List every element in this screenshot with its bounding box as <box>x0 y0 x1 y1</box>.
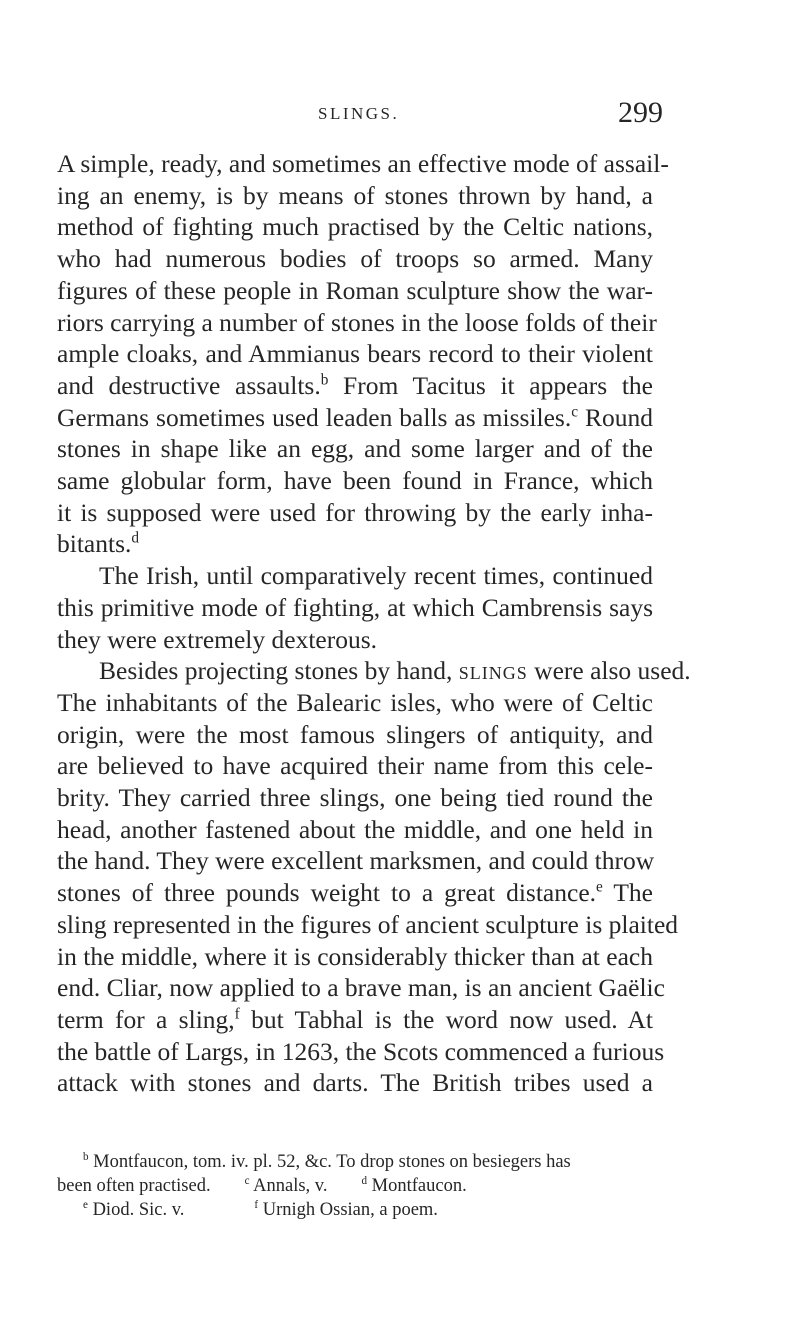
footnote-ref-f: f <box>234 1005 240 1023</box>
text-line: The inhabitants of the Balearic isles, who were of Celtic <box>57 687 653 717</box>
footnote-c: Annals, v. <box>253 1176 328 1196</box>
text-line: head, another fastened about the middle, and one held in <box>57 814 653 844</box>
text-segment: stones of three pounds weight to a great distance. <box>57 878 597 908</box>
text-segment: and destructive assaults. <box>57 370 321 400</box>
text-line: it is supposed were used for throwing by the early inha- <box>57 497 653 527</box>
footnote-text: been often practised. <box>57 1176 211 1196</box>
footnote-b <box>57 1150 653 1174</box>
small-caps-term: slings <box>458 656 528 686</box>
text-line: they were extremely dexterous. <box>57 624 378 654</box>
footnote-mark: e <box>83 1198 88 1211</box>
text-line <box>57 1004 653 1036</box>
text-segment: Germans sometimes used leaden balls as missiles. <box>57 402 572 432</box>
text-line: A simple, ready, and sometimes an effective mode of assail- <box>57 149 669 178</box>
footnote-ref-c: c <box>571 403 578 421</box>
text-line <box>57 402 653 434</box>
text-line: method of fighting much practised by the Celtic nations, <box>57 212 653 242</box>
footnote-mark: f <box>254 1198 259 1211</box>
text-line: riors carrying a number of stones in the loose folds of their <box>57 307 657 337</box>
text-line: are believed to have acquired their name from this cele- <box>57 751 653 781</box>
text-segment: Round <box>578 402 653 432</box>
text-segment: bitants. <box>57 529 132 559</box>
text-line: sling represented in the figures of ancient sculpture is plaited <box>57 909 679 939</box>
text-segment: Besides projecting stones by hand, <box>99 656 459 686</box>
text-line <box>57 370 653 402</box>
text-line: end. Cliar, now applied to a brave man, is an ancient Gaëlic <box>57 973 665 1003</box>
text-line: origin, were the most famous slingers of antiquity, and <box>57 719 653 749</box>
footnote-ref-b: b <box>320 371 329 389</box>
text-segment: term for a sling, <box>57 1004 235 1034</box>
text-segment: The <box>602 878 653 908</box>
body-text <box>57 148 691 1099</box>
text-line: stones in shape like an egg, and some larger and of the <box>57 434 653 464</box>
text-line: attack with stones and darts. The British tribes used a <box>57 1068 653 1098</box>
footnote-line <box>57 1198 653 1222</box>
text-line: brity. They carried three slings, one being tied round the <box>57 783 653 813</box>
text-line: The Irish, until comparatively recent times, continued <box>99 561 653 591</box>
footnote-mark: b <box>83 1150 89 1163</box>
text-line: the battle of Largs, in 1263, the Scots commenced a furious <box>57 1036 665 1066</box>
footnote-e: Diod. Sic. v. <box>92 1200 185 1220</box>
text-segment: were also used. <box>527 656 691 686</box>
text-line <box>57 528 653 560</box>
text-segment: From Tacitus it appears the <box>328 370 653 400</box>
text-line: this primitive mode of fighting, at which Cambrensis says <box>57 592 653 622</box>
footnote-ref-d: d <box>131 529 140 547</box>
footnote-ref-e: e <box>596 878 603 896</box>
page-header <box>0 96 800 136</box>
text-line: ing an enemy, is by means of stones thrown by hand, a <box>57 180 653 210</box>
page-number: 299 <box>618 96 663 129</box>
text-line: ample cloaks, and Ammianus bears record to their violent <box>57 339 653 369</box>
text-line: same globular form, have been found in France, which <box>57 466 653 496</box>
text-line: figures of these people in Roman sculpture show the war- <box>57 275 653 305</box>
footnotes <box>57 1150 653 1222</box>
text-line: the hand. They were excellent marksmen, and could throw <box>57 846 655 876</box>
footnote-f: Urnigh Ossian, a poem. <box>262 1200 438 1220</box>
footnote-mark: d <box>361 1174 368 1187</box>
footnote-line <box>57 1174 653 1198</box>
footnote-mark: c <box>244 1174 250 1187</box>
footnote-text: Montfaucon, tom. iv. pl. 52, &c. To drop stones on besiegers has <box>93 1152 571 1172</box>
footnote-d: Montfaucon. <box>371 1176 467 1196</box>
text-line <box>57 877 653 909</box>
text-line: who had numerous bodies of troops so armed. Many <box>57 244 653 274</box>
running-title: SLINGS. <box>318 104 400 123</box>
text-segment: but Tabhal is the word now used. At <box>239 1004 653 1034</box>
text-line: in the middle, where it is considerably thicker than at each <box>57 941 653 971</box>
text-line <box>57 655 691 687</box>
